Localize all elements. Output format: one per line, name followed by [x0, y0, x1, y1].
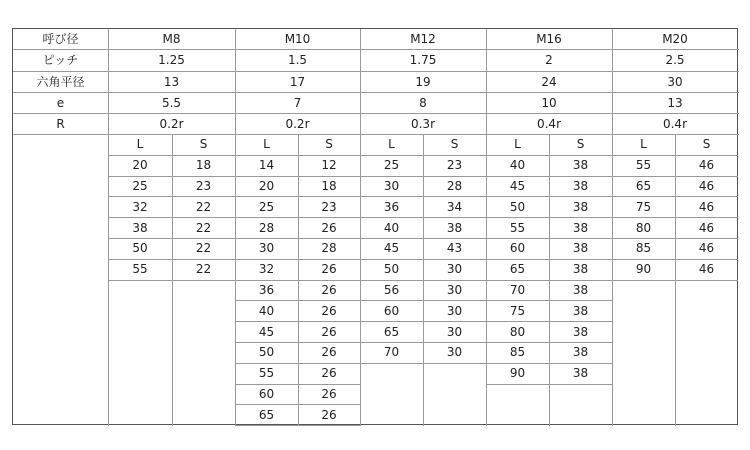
length-value: 45: [509, 178, 526, 193]
length-value: 60: [509, 241, 526, 256]
spec-cell-name: M10: [284, 32, 311, 46]
thread-length-value: 26: [321, 345, 337, 360]
thread-length-value: 23: [321, 199, 337, 214]
spec-cell-name: M8: [162, 32, 181, 46]
spec-cell-pitch: 1.5: [287, 53, 308, 67]
thread-length-value: 22: [195, 199, 212, 214]
thread-length-value: 43: [446, 241, 463, 256]
thread-length-value: 30: [446, 282, 463, 297]
length-value: 90: [509, 366, 526, 381]
bolt-dimension-table: [12, 28, 738, 425]
length-value: 85: [635, 241, 652, 256]
length-value: 32: [132, 199, 148, 214]
thread-length-value: 26: [321, 282, 337, 297]
length-value: 50: [132, 241, 148, 256]
spec-cell-pitch: 2.5: [665, 53, 685, 67]
grid-line: [675, 134, 676, 426]
grid-line: [549, 134, 550, 426]
thread-length-value: 28: [446, 178, 463, 193]
thread-length-value: 12: [321, 158, 337, 173]
thread-length-value: 26: [321, 366, 337, 381]
thread-length-value: 46: [698, 199, 715, 214]
length-value: 56: [383, 282, 400, 297]
spec-cell-r: 0.4r: [662, 116, 688, 131]
length-value: 36: [258, 282, 275, 297]
column-header-l: L: [263, 137, 270, 152]
spec-cell-r: 0.2r: [285, 116, 310, 131]
grid-line: [423, 134, 424, 426]
length-value: 55: [132, 262, 148, 277]
thread-length-value: 18: [195, 158, 212, 173]
length-value: 60: [258, 386, 275, 401]
thread-length-value: 26: [321, 407, 337, 422]
thread-length-value: 46: [698, 220, 715, 235]
grid-line: [108, 29, 109, 134]
length-value: 80: [635, 220, 652, 235]
thread-length-value: 38: [572, 220, 589, 235]
grid-line: [360, 29, 361, 134]
length-value: 70: [509, 282, 526, 297]
spec-cell-r: 0.2r: [159, 116, 184, 131]
length-value: 32: [258, 262, 275, 277]
length-value: 14: [258, 158, 275, 173]
grid-line: [172, 134, 173, 426]
thread-length-value: 22: [195, 241, 212, 256]
spec-cell-e: 5.5: [161, 95, 182, 110]
grid-line: [13, 49, 739, 50]
spec-cell-r: 0.4r: [536, 116, 562, 131]
length-value: 40: [383, 220, 400, 235]
thread-length-value: 30: [446, 345, 463, 360]
thread-length-value: 38: [572, 366, 589, 381]
grid-line: [360, 134, 361, 426]
grid-line: [612, 134, 613, 426]
column-header-s: S: [450, 137, 459, 152]
length-value: 85: [509, 345, 526, 360]
spec-cell-hex: 24: [541, 74, 557, 89]
spec-cell-e: 10: [541, 95, 557, 110]
length-value: 25: [132, 178, 148, 193]
length-value: 70: [383, 345, 400, 360]
thread-length-value: 34: [446, 199, 463, 214]
spec-cell-hex: 19: [415, 74, 431, 89]
spec-cell-name: M16: [536, 32, 562, 46]
spec-cell-r: 0.3r: [410, 116, 436, 131]
length-value: 55: [635, 158, 652, 173]
thread-length-value: 23: [446, 158, 463, 173]
grid-line: [13, 92, 739, 93]
length-value: 75: [509, 303, 526, 318]
thread-length-value: 28: [321, 241, 337, 256]
thread-length-value: 22: [195, 262, 212, 277]
spec-cell-e: 13: [667, 95, 683, 110]
row-label: 六角平径: [36, 74, 85, 89]
thread-length-value: 30: [446, 324, 463, 339]
column-header-s: S: [576, 137, 585, 152]
length-value: 40: [509, 158, 526, 173]
spec-cell-name: M12: [410, 32, 436, 46]
thread-length-value: 38: [572, 345, 589, 360]
column-header-l: L: [388, 137, 395, 152]
column-header-l: L: [136, 137, 144, 152]
length-value: 75: [635, 199, 652, 214]
thread-length-value: 38: [572, 262, 589, 277]
grid-line: [486, 29, 487, 134]
grid-line: [235, 29, 236, 134]
thread-length-value: 26: [321, 386, 337, 401]
column-header-s: S: [702, 137, 711, 152]
spec-cell-hex: 30: [667, 74, 683, 89]
length-value: 25: [383, 158, 400, 173]
grid-line: [13, 113, 739, 114]
thread-length-value: 30: [446, 303, 463, 318]
thread-length-value: 46: [698, 158, 715, 173]
row-label: 呼び径: [42, 32, 79, 46]
thread-length-value: 38: [572, 178, 589, 193]
thread-length-value: 26: [321, 220, 337, 235]
thread-length-value: 38: [572, 158, 589, 173]
thread-length-value: 26: [321, 262, 337, 277]
spec-cell-name: M20: [662, 32, 688, 46]
thread-length-value: 22: [195, 220, 212, 235]
grid-line: [298, 134, 299, 426]
thread-length-value: 46: [698, 178, 715, 193]
length-value: 60: [383, 303, 400, 318]
thread-length-value: 26: [321, 324, 337, 339]
length-value: 65: [635, 178, 652, 193]
thread-length-value: 30: [446, 262, 463, 277]
grid-line: [108, 134, 109, 426]
column-header-s: S: [199, 137, 208, 152]
length-value: 90: [635, 262, 652, 277]
length-value: 28: [258, 220, 275, 235]
spec-cell-hex: 13: [163, 74, 180, 89]
thread-length-value: 26: [321, 303, 337, 318]
length-value: 65: [383, 324, 400, 339]
length-value: 20: [258, 178, 275, 193]
spec-cell-e: 8: [419, 95, 427, 110]
spec-cell-pitch: 1.25: [158, 53, 185, 67]
length-value: 55: [258, 366, 275, 381]
spec-cell-e: 7: [293, 95, 302, 110]
thread-length-value: 46: [698, 262, 715, 277]
thread-length-value: 38: [572, 241, 589, 256]
thread-length-value: 23: [195, 178, 212, 193]
thread-length-value: 46: [698, 241, 715, 256]
length-value: 20: [132, 158, 148, 173]
thread-length-value: 38: [446, 220, 463, 235]
length-value: 45: [383, 241, 400, 256]
row-label: e: [56, 95, 65, 110]
length-value: 65: [509, 262, 526, 277]
thread-length-value: 38: [572, 303, 589, 318]
spec-cell-pitch: 2: [545, 53, 553, 67]
length-value: 40: [258, 303, 275, 318]
thread-length-value: 38: [572, 199, 589, 214]
row-label: R: [56, 116, 65, 131]
length-value: 38: [132, 220, 148, 235]
length-value: 30: [258, 241, 275, 256]
spec-cell-pitch: 1.75: [409, 53, 437, 67]
column-header-l: L: [640, 137, 647, 152]
length-value: 80: [509, 324, 526, 339]
length-value: 30: [383, 178, 400, 193]
thread-length-value: 38: [572, 324, 589, 339]
column-header-l: L: [514, 137, 521, 152]
grid-line: [486, 134, 487, 426]
length-value: 50: [509, 199, 526, 214]
length-value: 50: [383, 262, 400, 277]
length-value: 36: [383, 199, 400, 214]
column-header-s: S: [325, 137, 333, 152]
length-value: 50: [258, 345, 275, 360]
grid-line: [235, 134, 236, 426]
length-value: 25: [258, 199, 275, 214]
row-label: ピッチ: [42, 53, 79, 67]
length-value: 65: [258, 407, 275, 422]
grid-line: [612, 29, 613, 134]
thread-length-value: 38: [572, 282, 589, 297]
length-value: 55: [509, 220, 526, 235]
spec-cell-hex: 17: [289, 74, 306, 89]
thread-length-value: 18: [321, 178, 337, 193]
grid-line: [13, 71, 739, 72]
length-value: 45: [258, 324, 275, 339]
